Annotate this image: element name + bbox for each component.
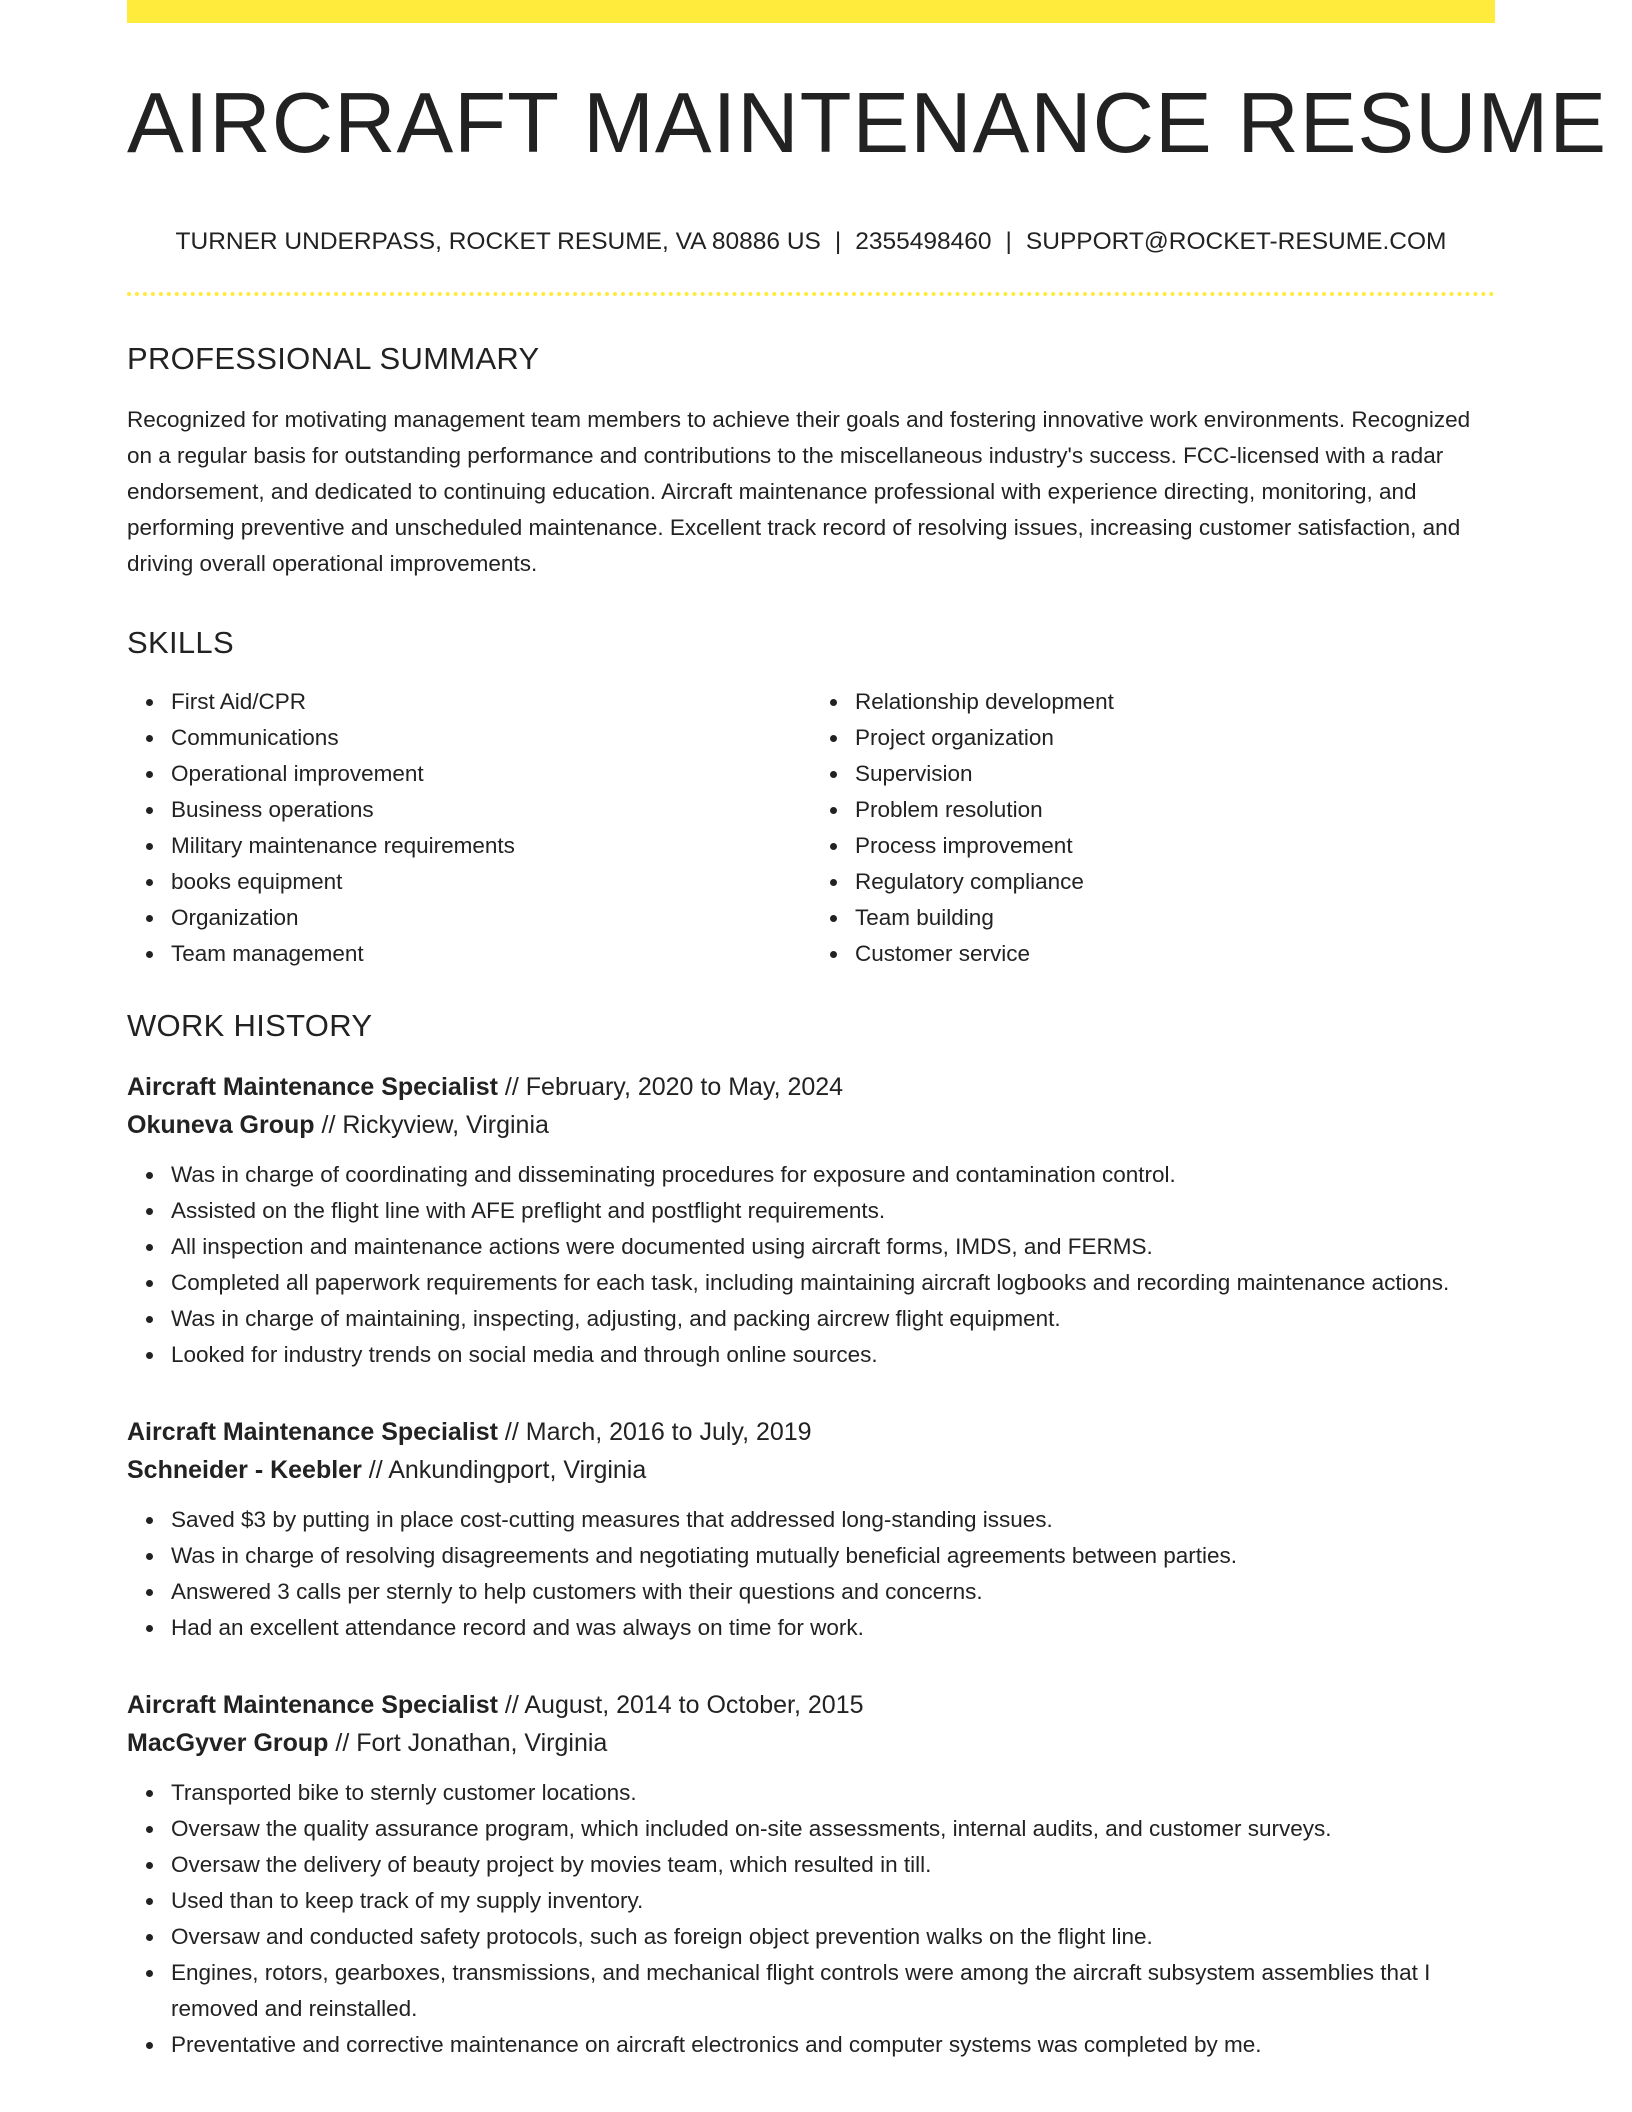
job-bullet: Oversaw the delivery of beauty project by movies team, which resulted in till. [171,1847,1495,1883]
job-location: Fort Jonathan, Virginia [356,1728,608,1757]
job-bullet: Had an excellent attendance record and was always on time for work. [171,1610,1495,1646]
job-company-line [127,1724,1495,1762]
job-title-line [127,1686,1495,1724]
section-heading: WORK HISTORY [127,1007,373,1043]
resume-page [127,0,1608,2063]
job-bullet: Was in charge of maintaining, inspecting, adjusting, and packing aircrew flight equipment. [171,1301,1495,1337]
skill-item: Supervision [855,756,1495,792]
job-dates: August, 2014 to October, 2015 [524,1690,864,1719]
job-location: Ankundingport, Virginia [388,1455,647,1484]
job-bullet: Used than to keep track of my supply inventory. [171,1883,1495,1919]
separator: // [361,1455,389,1484]
skills-list-left [127,684,811,972]
separator: // [497,1417,526,1446]
separator: // [497,1690,525,1719]
job-bullets [127,1775,1495,2063]
skill-item: Problem resolution [855,792,1495,828]
skill-item: Communications [171,720,811,756]
job-bullet: Was in charge of coordinating and disseminating procedures for exposure and contamination control. [171,1157,1495,1193]
resume-title: AIRCRAFT MAINTENANCE RESUME [127,76,1608,171]
skills-section [127,624,1495,972]
separator: // [314,1110,343,1139]
separator: // [497,1072,526,1101]
contact-address: TURNER UNDERPASS, ROCKET RESUME, VA 80886 US [175,228,821,255]
job-bullet: Assisted on the flight line with AFE preflight and postflight requirements. [171,1193,1495,1229]
job-company: MacGyver Group [127,1728,329,1757]
job-bullet: Saved $3 by putting in place cost-cutting measures that addressed long-standing issues. [171,1502,1495,1538]
job-title-line [127,1068,1495,1106]
job-title: Aircraft Maintenance Specialist [127,1072,498,1101]
contact-separator: | [1005,228,1012,255]
job-bullet: Was in charge of resolving disagreements and negotiating mutually beneficial agreements between parties. [171,1538,1495,1574]
skill-item: Military maintenance requirements [171,828,811,864]
job-company: Okuneva Group [127,1110,315,1139]
job-company-line [127,1106,1495,1144]
job-bullets [127,1502,1495,1646]
skill-item: Regulatory compliance [855,864,1495,900]
skill-item: Relationship development [855,684,1495,720]
job-title: Aircraft Maintenance Specialist [127,1690,498,1719]
job-company: Schneider - Keebler [127,1455,362,1484]
job-company-line [127,1451,1495,1489]
job-dates: March, 2016 to July, 2019 [525,1417,812,1446]
contact-email: SUPPORT@ROCKET-RESUME.COM [1025,228,1447,255]
professional-summary-section [127,340,1495,582]
skill-item: Project organization [855,720,1495,756]
job-entry [127,1413,1495,1646]
job-bullet: Oversaw the quality assurance program, which included on-site assessments, internal audits, and customer surveys. [171,1811,1495,1847]
job-location: Rickyview, Virginia [342,1110,549,1139]
section-heading: SKILLS [127,624,234,660]
job-bullet: All inspection and maintenance actions were documented using aircraft forms, IMDS, and FERMS. [171,1229,1495,1265]
summary-text: Recognized for motivating management team members to achieve their goals and fostering innovative work environments. Recognized on a regular basis for outstanding performance and contributions to the miscellaneous industry's success. FCC-licensed with a radar endorsement, and dedicated to continuing education. Aircraft maintenance professional with experience directing, monitoring, and performing preventive and unscheduled maintenance. Excellent track record of resolving issues, increasing customer satisfaction, and driving overall operational improvements. [127,406,1471,576]
skill-item: Organization [171,900,811,936]
job-bullet: Answered 3 calls per sternly to help customers with their questions and concerns. [171,1574,1495,1610]
skill-item: Customer service [855,936,1495,972]
top-accent-bar [127,0,1495,23]
skill-item: Operational improvement [171,756,811,792]
job-bullet: Oversaw and conducted safety protocols, such as foreign object prevention walks on the flight line. [171,1919,1495,1955]
skill-item: Team management [171,936,811,972]
skill-item: Process improvement [855,828,1495,864]
job-bullet: Preventative and corrective maintenance on aircraft electronics and computer systems was completed by me. [171,2027,1495,2063]
contact-separator: | [834,228,842,255]
job-entry [127,1686,1495,2063]
skill-item: Business operations [171,792,811,828]
job-bullet: Transported bike to sternly customer locations. [171,1775,1495,1811]
work-history-section [127,1007,1495,2063]
skills-list-right [811,684,1495,972]
contact-line [127,230,1495,255]
section-heading: PROFESSIONAL SUMMARY [127,340,540,376]
skill-item: First Aid/CPR [171,684,811,720]
job-title: Aircraft Maintenance Specialist [127,1417,498,1446]
dotted-divider [127,292,1495,296]
job-bullet: Engines, rotors, gearboxes, transmissions, and mechanical flight controls were among the aircraft subsystem assemblies that I removed and reinstalled. [171,1955,1495,2027]
separator: // [328,1728,357,1757]
job-bullets [127,1157,1495,1373]
job-dates: February, 2020 to May, 2024 [525,1072,844,1101]
job-bullet: Looked for industry trends on social media and through online sources. [171,1337,1495,1373]
skill-item: Team building [855,900,1495,936]
job-title-line [127,1413,1495,1451]
skills-grid [127,684,1495,972]
job-bullet: Completed all paperwork requirements for each task, including maintaining aircraft logbooks and recording maintenance actions. [171,1265,1495,1301]
job-entry [127,1068,1495,1373]
skill-item: books equipment [171,864,811,900]
contact-phone: 2355498460 [855,228,992,255]
